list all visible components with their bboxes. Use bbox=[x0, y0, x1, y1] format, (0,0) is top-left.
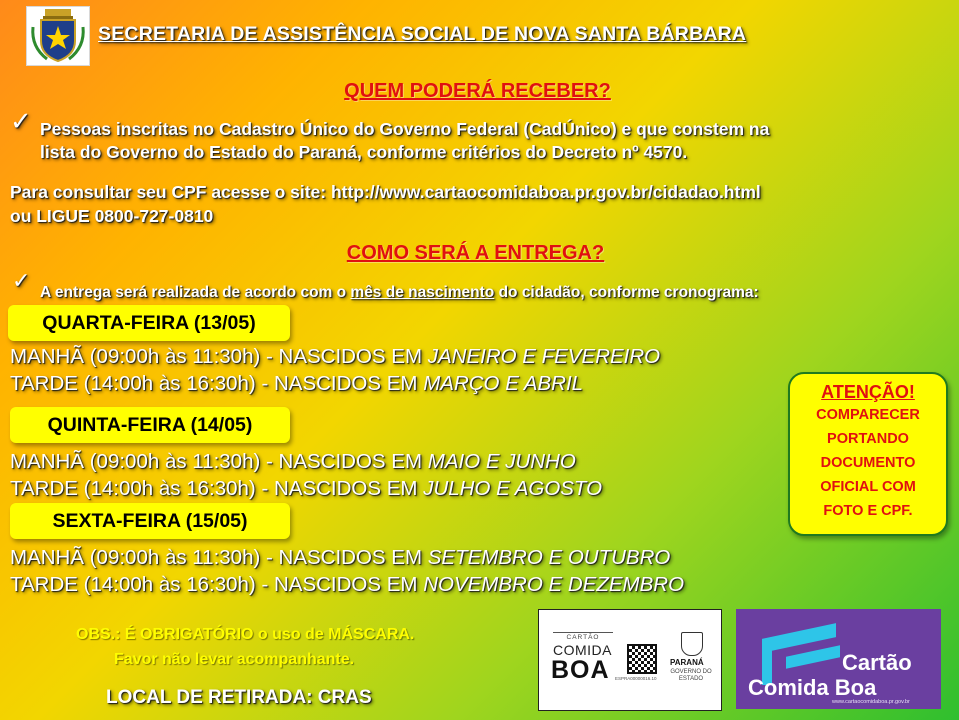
schedule-months: MAIO E JUNHO bbox=[427, 450, 576, 473]
attention-line: COMPARECER bbox=[816, 407, 920, 423]
attention-line: OFICIAL COM bbox=[820, 479, 916, 495]
schedule-time: MANHÃ (09:00h às 11:30h) - NASCIDOS EM bbox=[10, 546, 428, 569]
day-label-friday: SEXTA-FEIRA (15/05) bbox=[10, 503, 290, 539]
schedule-row bbox=[10, 544, 670, 571]
attention-line: FOTO E CPF. bbox=[823, 503, 913, 519]
schedule-months: MARÇO E ABRIL bbox=[423, 372, 584, 395]
page-title: SECRETARIA DE ASSISTÊNCIA SOCIAL DE NOVA SANTA BÁRBARA bbox=[98, 23, 747, 45]
logo-code-text: ESPRA00000016.10 bbox=[615, 676, 657, 681]
brand-url-text: www.cartaocomidaboa.pr.gov.br bbox=[832, 699, 910, 705]
pickup-location: LOCAL DE RETIRADA: CRAS bbox=[106, 687, 372, 708]
schedule-row bbox=[10, 370, 583, 397]
eligibility-line-1: Pessoas inscritas no Cadastro Único do Governo Federal (CadÚnico) e que constem na bbox=[40, 119, 770, 139]
schedule-months: NOVEMBRO E DEZEMBRO bbox=[423, 573, 685, 596]
brand-cartao-text: Cartão bbox=[842, 650, 912, 675]
schedule-time: TARDE (14:00h às 16:30h) - NASCIDOS EM bbox=[10, 477, 424, 500]
delivery-intro-underlined: mês de nascimento bbox=[350, 284, 495, 301]
municipal-crest-icon bbox=[26, 6, 90, 66]
delivery-intro-part-a: A entrega será realizada de acordo com o bbox=[40, 284, 351, 301]
cartao-comida-boa-government-logo bbox=[538, 609, 722, 711]
logo-comida-text: COMIDA bbox=[553, 642, 612, 658]
eligibility-line-2: lista do Governo do Estado do Paraná, conforme critérios do Decreto nº 4570. bbox=[40, 142, 688, 162]
delivery-intro-part-b: do cidadão, conforme cronograma: bbox=[494, 284, 759, 301]
schedule-months: JANEIRO E FEVEREIRO bbox=[427, 345, 661, 368]
schedule-row bbox=[10, 343, 660, 370]
attention-line: DOCUMENTO bbox=[820, 455, 916, 471]
schedule-row bbox=[10, 571, 684, 598]
schedule-row bbox=[10, 475, 602, 502]
parana-crest-icon bbox=[681, 632, 703, 656]
day-label-wednesday: QUARTA-FEIRA (13/05) bbox=[8, 305, 290, 341]
schedule-months: SETEMBRO E OUTUBRO bbox=[427, 546, 671, 569]
brand-comida-boa-text: Comida Boa bbox=[748, 675, 877, 700]
companion-notice: Favor não levar acompanhante. bbox=[114, 651, 355, 668]
schedule-row bbox=[10, 448, 576, 475]
day-label-thursday: QUINTA-FEIRA (14/05) bbox=[10, 407, 290, 443]
qr-code-icon bbox=[627, 644, 657, 674]
logo-boa-text: BOA bbox=[551, 656, 610, 684]
attention-title: ATENÇÃO! bbox=[821, 382, 915, 402]
schedule-time: TARDE (14:00h às 16:30h) - NASCIDOS EM bbox=[10, 573, 424, 596]
logo-cartao-text: CARTÃO bbox=[553, 632, 613, 641]
brand-mark-shape bbox=[786, 645, 840, 668]
schedule-time: MANHÃ (09:00h às 11:30h) - NASCIDOS EM bbox=[10, 345, 428, 368]
logo-parana-text: PARANÁ bbox=[670, 658, 704, 667]
schedule-months: JULHO E AGOSTO bbox=[423, 477, 603, 500]
mask-notice: OBS.: É OBRIGATÓRIO o uso de MÁSCARA. bbox=[76, 626, 415, 643]
consult-site-line: Para consultar seu CPF acesse o site: http://www.cartaocomidaboa.pr.gov.br/cidadao.html bbox=[10, 182, 761, 202]
logo-government-text: GOVERNO DO ESTADO bbox=[670, 669, 712, 682]
attention-box bbox=[788, 372, 948, 536]
delivery-heading: COMO SERÁ A ENTREGA? bbox=[346, 242, 605, 264]
cartao-comida-boa-brand-logo bbox=[736, 609, 941, 709]
schedule-time: TARDE (14:00h às 16:30h) - NASCIDOS EM bbox=[10, 372, 424, 395]
attention-line: PORTANDO bbox=[827, 431, 909, 447]
who-can-receive-heading: QUEM PODERÁ RECEBER? bbox=[344, 80, 611, 102]
check-mark-icon: ✓ bbox=[12, 268, 31, 293]
delivery-intro bbox=[40, 281, 759, 304]
consult-phone-line: ou LIGUE 0800-727-0810 bbox=[10, 206, 214, 226]
schedule-time: MANHÃ (09:00h às 11:30h) - NASCIDOS EM bbox=[10, 450, 428, 473]
check-mark-icon: ✓ bbox=[10, 106, 32, 136]
